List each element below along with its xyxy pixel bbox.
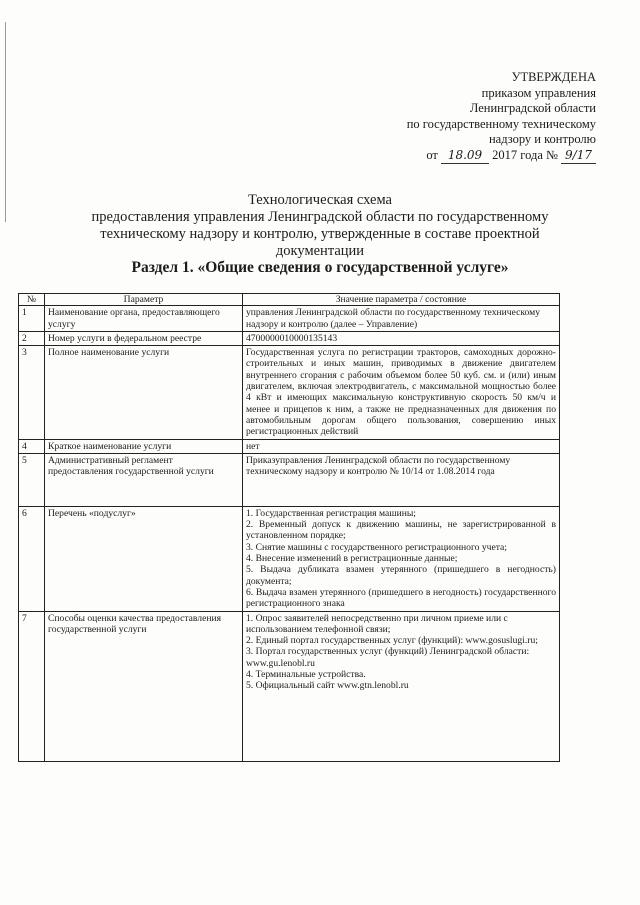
row-parameter: Способы оценки качества предоставления государственной услуги — [45, 611, 243, 761]
table-row — [19, 439, 560, 453]
approval-block — [407, 70, 596, 164]
row-parameter: Краткое наименование услуги — [45, 439, 243, 453]
row-number: 2 — [19, 331, 45, 345]
approval-date-line — [407, 148, 596, 165]
list-item: 4. Внесение изменений в регистрационные данные; — [246, 553, 458, 565]
table-row — [19, 611, 560, 761]
approval-line: Ленинградской области — [469, 101, 596, 115]
approval-line: надзору и контролю — [488, 132, 596, 146]
row-value: нет — [243, 439, 560, 453]
row-number: 4 — [19, 439, 45, 453]
list-item: 2. Единый портал государственных услуг (функций): www.gosuslugi.ru; — [246, 635, 538, 647]
list-item: 5. Официальный сайт www.gtn.lenobl.ru — [246, 680, 409, 692]
row-number: 1 — [19, 306, 45, 332]
table-row — [19, 453, 560, 506]
row-value: 4700000010000135143 — [243, 331, 560, 345]
table-row — [19, 506, 560, 611]
header-parameter: Параметр — [45, 294, 243, 306]
list-item: 6. Выдача взамен утерянного (пришедшего в негодность) государственного регистрационного знака — [246, 586, 556, 610]
row-value: Государственная услуга по регистрации тракторов, самоходных дорожно-строительных и иных машин, приводимых в движение двигателем внутреннего сгорания с рабочим объемом более 50 куб. см. и (или) иным двигателем, включая электродвигатель, с максимальной мощностью более 4 кВт и имеющих максимальную конструктивную скорость 50 км/ч и менее и прицепов к ним, а также не предназначенных для движения по автомобильным дорогам общего пользования, совершению иных регистрационных действий — [243, 346, 560, 439]
handwritten-number: 9/17 — [561, 148, 596, 165]
header-number: № — [19, 294, 45, 306]
table-row — [19, 331, 560, 345]
approval-heading: УТВЕРЖДЕНА — [511, 70, 596, 84]
header-value: Значение параметра / состояние — [243, 294, 560, 306]
scan-margin-line — [5, 22, 6, 222]
list-item: 3. Снятие машины с государственного регистрационного учета; — [246, 541, 507, 553]
table-row — [19, 346, 560, 439]
parameters-table — [18, 293, 560, 762]
list-item: 4. Терминальные устройства. — [246, 669, 366, 681]
row-value — [243, 506, 560, 611]
table-row — [19, 306, 560, 332]
list-item: 1. Государственная регистрация машины; — [246, 507, 416, 519]
row-value: Приказуправления Ленинградской области по государственному техническому надзору и контролю № 10/14 от 1.08.2014 года — [243, 453, 560, 506]
list-item: 1. Опрос заявителей непосредственно при личном приеме или с использованием телефонной связи; — [246, 612, 508, 635]
row-parameter: Административный регламент предоставления государственной услуги — [45, 453, 243, 506]
row-parameter: Перечень «подуслуг» — [45, 506, 243, 611]
title-line: Технологическая схема — [248, 192, 392, 208]
list-item: 3. Портал государственных услуг (функций) Ленинградской области: www.gu.lenobl.ru — [246, 646, 530, 669]
approval-line: приказом управления — [481, 85, 596, 100]
row-parameter: Полное наименование услуги — [45, 346, 243, 439]
date-prefix: от — [426, 147, 438, 162]
row-parameter: Номер услуги в федеральном реестре — [45, 331, 243, 345]
row-parameter: Наименование органа, предоставляющего услугу — [45, 306, 243, 332]
section-title: Раздел 1. «Общие сведения о государственной услуге» — [131, 259, 509, 276]
year-text: 2017 года № — [492, 147, 558, 162]
row-value: управления Ленинградской области по государственному техническому надзору и контролю (далее – Управление) — [243, 306, 560, 332]
title-line: техническому надзору и контролю, утвержденные в составе проектной — [100, 226, 540, 242]
list-item: 2. Временный допуск к движению машины, не зарегистрированной в установленном порядке; — [246, 519, 556, 542]
table-header-row — [19, 294, 560, 306]
list-item: 5. Выдача дубликата взамен утерянного (пришедшего в негодность) документа; — [246, 564, 556, 587]
row-number: 7 — [19, 611, 45, 761]
document-title — [60, 192, 580, 260]
row-number: 5 — [19, 453, 45, 506]
title-line: предоставления управления Ленинградской области по государственному — [91, 209, 549, 225]
handwritten-date: 18.09 — [441, 148, 489, 165]
row-number: 6 — [19, 506, 45, 611]
approval-line: по государственному техническому — [406, 116, 596, 131]
row-value — [243, 611, 560, 761]
title-line: документации — [275, 243, 365, 259]
row-number: 3 — [19, 346, 45, 439]
